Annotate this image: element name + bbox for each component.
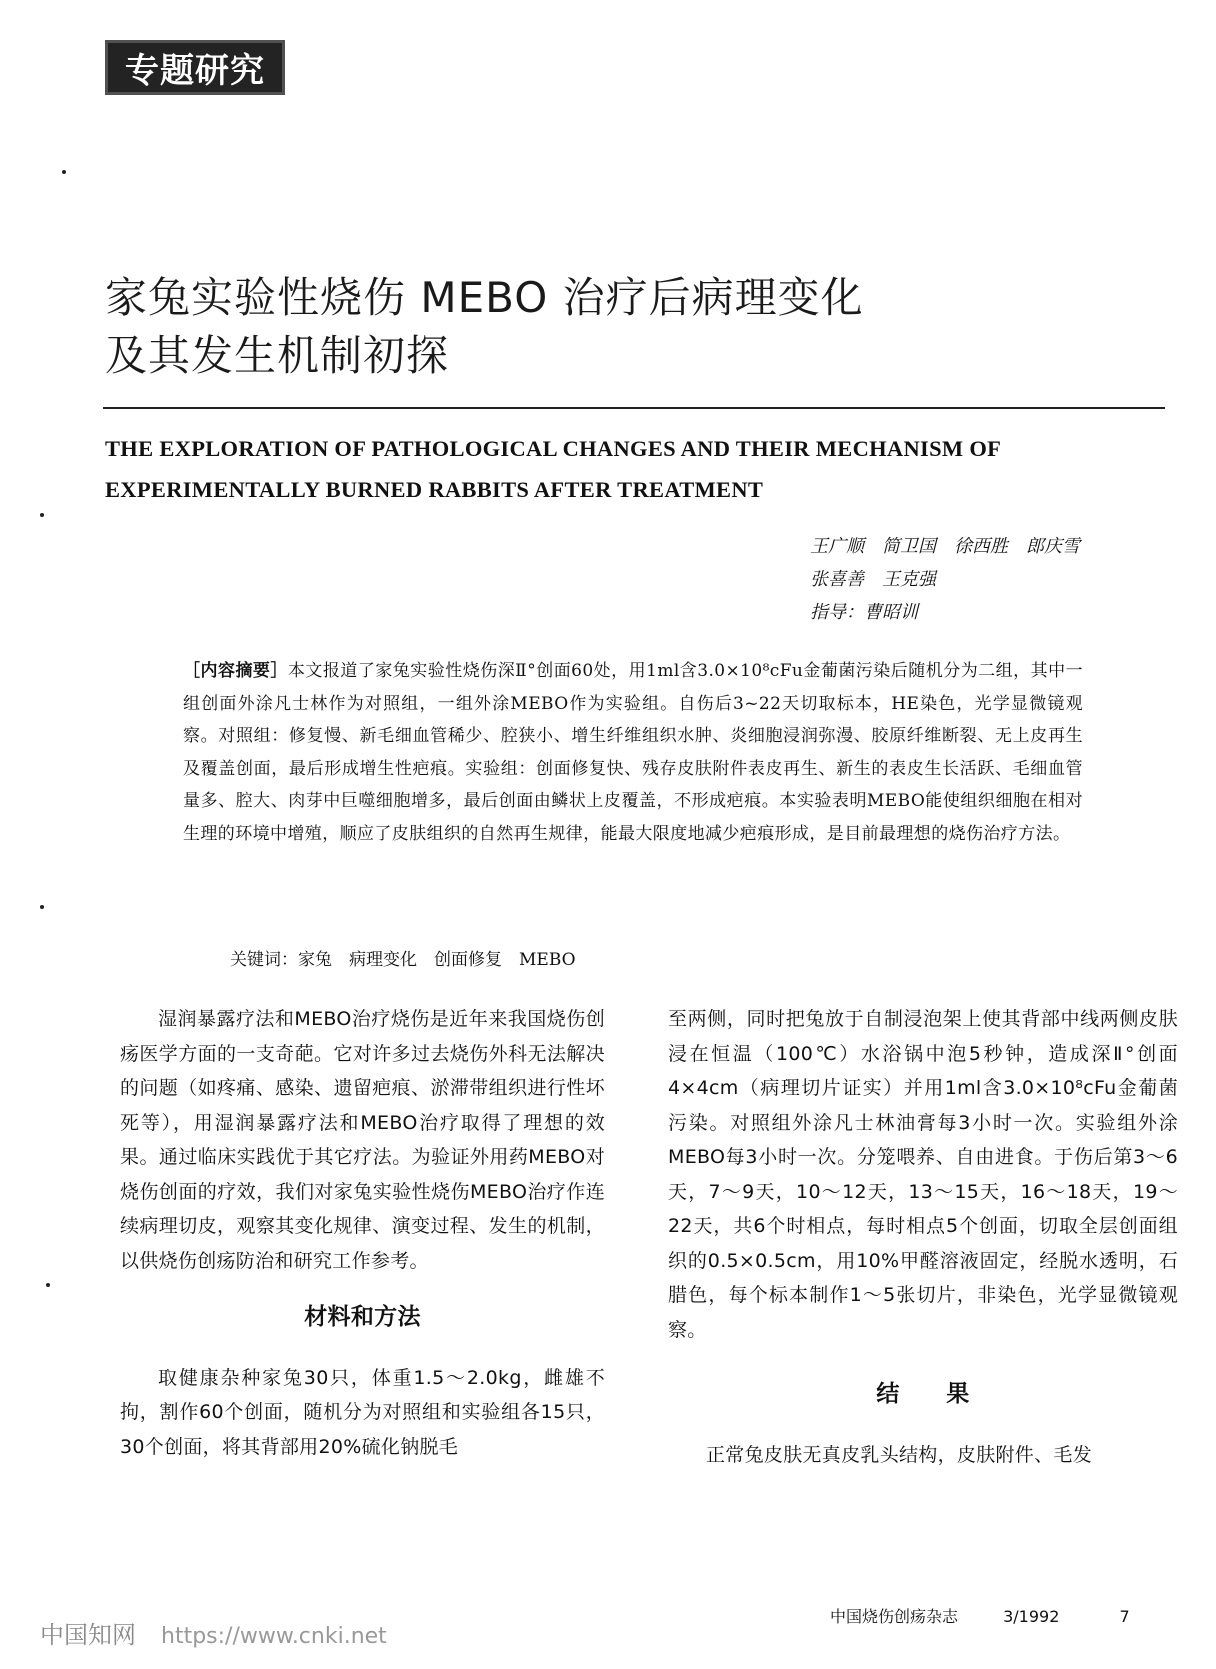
results-paragraph: 正常兔皮肤无真皮乳头结构，皮肤附件、毛发 (706, 1443, 1093, 1466)
section-badge: 专题研究 (105, 40, 285, 95)
advisor-line: 指导：曹昭训 (810, 602, 918, 623)
section-heading-results: 结 果 (876, 1381, 970, 1407)
author-list (810, 530, 1170, 629)
margin-mark (40, 513, 44, 517)
footer-page-number: 7 (1119, 1607, 1130, 1626)
english-title (105, 428, 1165, 510)
left-column (120, 1002, 605, 1464)
authors-line1: 王广顺 简卫国 徐西胜 郎庆雪 (810, 536, 1080, 557)
article-title-line2: 及其发生机制初探 (105, 331, 450, 380)
watermark-url: https://www.cnki.net (161, 1624, 387, 1649)
margin-mark (40, 905, 44, 909)
english-title-line1: THE EXPLORATION OF PATHOLOGICAL CHANGES AND THEIR MECHANISM OF (105, 436, 1002, 461)
watermark-brand: 中国知网 (40, 1621, 136, 1649)
methods-paragraph: 取健康杂种家兔30只，体重1.5～2.0kg，雌雄不拘，割作60个创面，随机分为对照组和实验组各15只，30个创面，将其背部用20%硫化钠脱毛 (120, 1366, 605, 1458)
footer-journal: 中国烧伤创疡杂志 (830, 1607, 959, 1626)
title-divider (103, 407, 1165, 409)
right-column (668, 1002, 1178, 1472)
margin-mark (62, 170, 66, 174)
watermark (40, 1615, 387, 1650)
margin-mark (46, 1283, 50, 1287)
footer-issue: 3/1992 (1003, 1607, 1060, 1626)
intro-paragraph: 湿润暴露疗法和MEBO治疗烧伤是近年来我国烧伤创疡医学方面的一支奇葩。它对许多过去烧伤外科无法解决的问题（如疼痛、感染、遗留疤痕、淤滞带组织进行性坏死等），用湿润暴露疗法和MEBO治疗取得了理想的效果。通过临床实践优于其它疗法。为验证外用药MEBO对烧伤创面的疗效，我们对家兔实验性烧伤MEBO治疗作连续病理切皮，观察其变化规律、演变过程、发生的机制，以供烧伤创疡防治和研究工作参考。 (120, 1008, 605, 1272)
abstract (183, 655, 1083, 850)
methods-continued-paragraph: 至两侧，同时把兔放于自制浸泡架上使其背部中线两侧皮肤浸在恒温（100℃）水浴锅中泡5秒钟，造成深Ⅱ°创面4×4cm（病理切片证实）并用1ml含3.0×10⁸cFu金葡菌污染。对照组外涂凡士林油膏每3小时一次。实验组外涂MEBO每3小时一次。分笼喂养、自由进食。于伤后第3～6天，7～9天，10～12天，13～15天，16～18天，19～22天，共6个时相点，每时相点5个创面，切取全层创面组织的0.5×0.5cm，用10%甲醛溶液固定，经脱水透明，石腊色，每个标本制作1～5张切片，非染色，光学显微镜观察。 (668, 1008, 1178, 1341)
authors-line2: 张喜善 王克强 (810, 569, 936, 590)
english-title-line2: EXPERIMENTALLY BURNED RABBITS AFTER TREATMENT (105, 477, 764, 502)
page-footer (830, 1604, 1130, 1627)
abstract-text: 本文报道了家兔实验性烧伤深Ⅱ°创面60处，用1ml含3.0×10⁸cFu金葡菌污染后随机分为二组，其中一组创面外涂凡士林作为对照组，一组外涂MEBO作为实验组。自伤后3~22天切取标本，HE染色，光学显微镜观察。对照组：修复慢、新毛细血管稀少、腔狭小、增生纤维组织水肿、炎细胞浸润弥漫、胶原纤维断裂、无上皮再生及覆盖创面，最后形成增生性疤痕。实验组：创面修复快、残存皮肤附件表皮再生、新生的表皮生长活跃、毛细血管量多、腔大、肉芽中巨噬细胞增多，最后创面由鳞状上皮覆盖，不形成疤痕。本实验表明MEBO能使组织细胞在相对生理的环境中增殖，顺应了皮肤组织的自然再生规律，能最大限度地减少疤痕形成，是目前最理想的烧伤治疗方法。 (183, 661, 1083, 844)
article-title-line1: 家兔实验性烧伤 MEBO 治疗后病理变化 (105, 273, 864, 322)
keywords: 关键词：家兔 病理变化 创面修复 MEBO (230, 950, 576, 970)
abstract-label: ［内容摘要］ (183, 661, 288, 681)
section-heading-methods: 材料和方法 (304, 1304, 421, 1330)
